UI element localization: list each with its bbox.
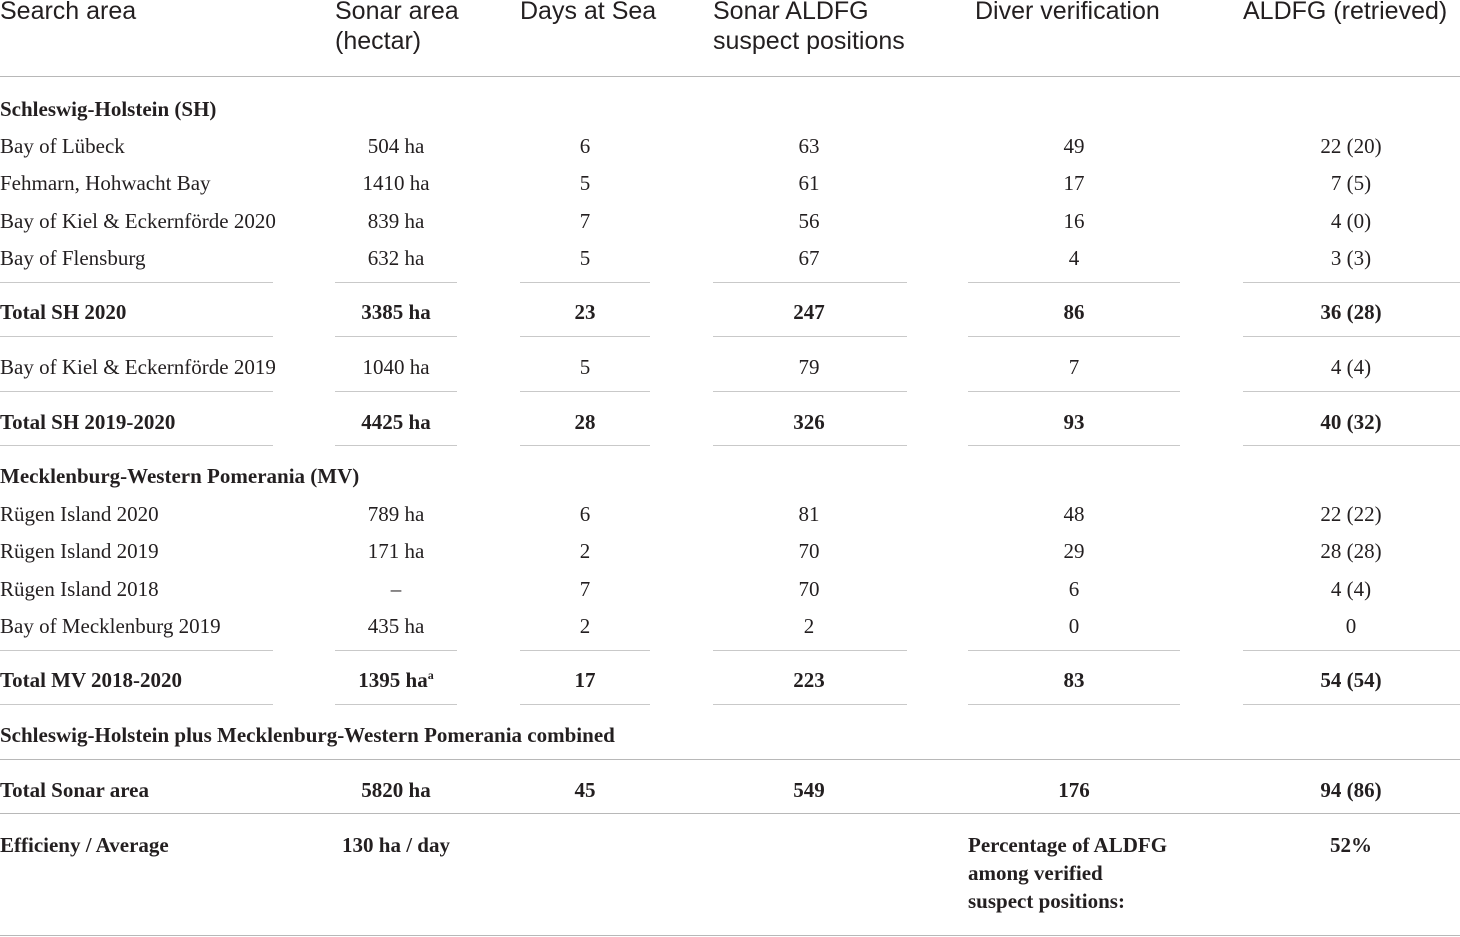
header-sonar-suspect: Sonar ALDFG suspect positions — [713, 0, 905, 55]
percentage-value: 52% — [1330, 833, 1372, 857]
efficiency-label: Efficieny / Average — [0, 833, 169, 857]
efficiency-value: 130 ha / day — [342, 833, 450, 857]
data-table: Search area Sonar area (hectar) Days at Sea Sonar ALDFG suspect positions Diver verification ALDFG (retrieved) Schleswig-Holstein (SH) Bay of Lübeck 504 ha 6 63 49 22 (20) Fehmarn, Hohwacht Bay 1410 ha 5 61 17 7 (5) Bay of Kiel & Eckernförde 2020 839 ha 7 56 16 4 (0) Bay of Flensburg 632 ha 5 67 4 3 (3) Total SH 2020 3385 ha 23 247 86 36 (28) Bay of Kiel & Eckernförde 2019 1040 ha 5 79 7 4 (4) Total SH 2019-2020 4425 ha 28 326 93 40 (32) Mecklenburg-Western Pomerania (MV) Rügen Island 2020 789 ha 6 81 48 22 (22) Rügen Island 2019 171 ha 2 70 29 28 (28) Rügen Island 2018 – 7 70 6 4 (4) Bay of Mecklenburg 2019 435 ha 2 2 0 0 Total MV 2018-2020 1395 $ha^a$ 17 223 83 54 (54) Schleswig-Holstein plus Mecklenburg-Western Pomerania combined Total Sonar area 5820 ha 45 549 176 94 (86) Efficieny / Average 130 ha / day Percentage of ALDFG among verified suspect positions: 52% — [0, 0, 1460, 937]
header-diver-verification: Diver verification — [975, 0, 1160, 25]
section-mv: Mecklenburg-Western Pomerania (MV) — [0, 464, 360, 488]
section-combined: Schleswig-Holstein plus Mecklenburg-Western Pomerania combined — [0, 723, 615, 747]
percentage-label: Percentage of ALDFG among verified suspect positions: — [968, 833, 1168, 913]
header-days-at-sea: Days at Sea — [520, 0, 657, 25]
section-sh: Schleswig-Holstein (SH) — [0, 97, 217, 121]
header-rule — [0, 76, 1460, 77]
header-search-area: Search area — [0, 0, 137, 25]
bottom-rule — [0, 935, 1460, 936]
header-sonar-area: Sonar area (hectar) — [335, 0, 459, 55]
footnote-mark: a — [427, 668, 434, 682]
header-aldfg-retrieved: ALDFG (retrieved) — [1243, 0, 1448, 25]
